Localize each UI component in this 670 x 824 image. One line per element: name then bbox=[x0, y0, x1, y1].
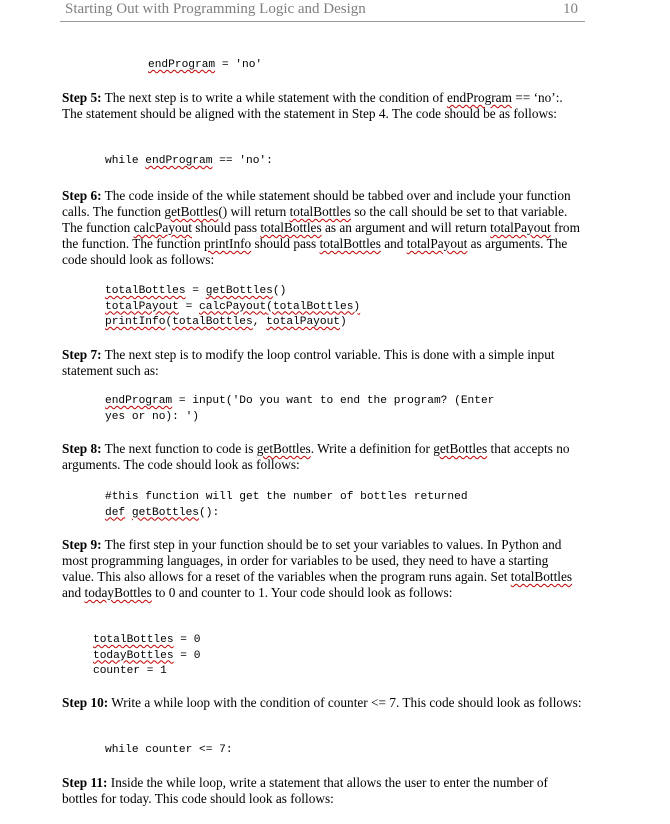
code-variable-init bbox=[93, 633, 200, 680]
step-label: Step 11: bbox=[62, 775, 108, 790]
step-label: Step 10: bbox=[62, 695, 109, 710]
spellcheck-word: endProgram bbox=[446, 90, 512, 105]
step-text: The next step is to modify the loop control variable. This is done with a simple input statement such as: bbox=[62, 347, 555, 378]
code-var: endProgram bbox=[148, 59, 216, 71]
code-text: == 'no': bbox=[212, 155, 273, 167]
code-text: while bbox=[105, 155, 146, 167]
code-line bbox=[105, 506, 468, 522]
code-while-counter: while counter <= 7: bbox=[105, 744, 233, 756]
step-text: so the call should be set to that variable. The function bbox=[62, 204, 568, 235]
code-while-endprogram bbox=[105, 154, 273, 170]
code-var: endProgram bbox=[145, 155, 213, 167]
code-var: calcPayout bbox=[199, 300, 267, 313]
spellcheck-word: todayBottles bbox=[84, 585, 152, 600]
step-text: as arguments. The code should look as follows: bbox=[62, 236, 568, 267]
step-8 bbox=[62, 441, 582, 473]
spellcheck-word: calcPayout bbox=[133, 220, 192, 235]
code-text: = 'no' bbox=[215, 59, 263, 71]
step-text: == ‘no’:. The statement should be aligned with the statement in Step 4. The code should be as follows: bbox=[62, 90, 563, 121]
step-6 bbox=[62, 188, 582, 268]
code-text: = bbox=[178, 300, 200, 313]
code-var: todayBottles bbox=[93, 649, 174, 662]
step-label: Step 6: bbox=[62, 188, 102, 203]
spellcheck-word: getBottles bbox=[164, 204, 219, 219]
code-text: = 0 bbox=[173, 634, 201, 646]
spellcheck-word: totalBottles bbox=[260, 220, 322, 235]
step-label: Step 9: bbox=[62, 537, 102, 552]
code-input bbox=[105, 394, 494, 425]
code-line bbox=[105, 394, 494, 410]
step-text: The next function to code is bbox=[101, 441, 257, 456]
step-11 bbox=[62, 775, 582, 807]
spellcheck-word: totalBottles bbox=[319, 236, 381, 251]
code-function-calls bbox=[105, 284, 360, 331]
spellcheck-word: totalBottles bbox=[289, 204, 351, 219]
code-text: ) bbox=[340, 316, 347, 328]
spellcheck-word: totalPayout bbox=[406, 236, 468, 251]
step-text: from the function. The function bbox=[62, 220, 580, 251]
step-text: () will return bbox=[218, 204, 290, 219]
code-line: yes or no): ') bbox=[105, 410, 199, 423]
spellcheck-word: getBottles bbox=[433, 441, 488, 456]
code-text: = 0 bbox=[173, 649, 201, 662]
step-text: and bbox=[380, 236, 407, 251]
spellcheck-word: totalBottles bbox=[510, 569, 573, 584]
step-text: The first step in your function should be to set your variables to values. In Python and most programming languages, in order for variables to be used, they need to have a starting value. This also allows for a reset of the variables when the program runs again. Set bbox=[62, 537, 562, 584]
code-text bbox=[125, 507, 132, 519]
step-text: and bbox=[62, 585, 85, 600]
code-var: endProgram bbox=[105, 395, 173, 407]
code-var: totalBottles bbox=[172, 316, 253, 328]
step-label: Step 8: bbox=[62, 441, 102, 456]
header-title: Starting Out with Programming Logic and Design bbox=[65, 1, 366, 17]
code-line bbox=[105, 284, 360, 300]
code-text: = bbox=[185, 285, 206, 297]
step-label: Step 5: bbox=[62, 90, 102, 105]
step-label: Step 7: bbox=[62, 347, 102, 362]
code-comment: #this function will get the number of bottles returned bbox=[105, 491, 468, 503]
spellcheck-word: getBottles bbox=[256, 441, 311, 456]
code-endprogram-init bbox=[148, 58, 262, 74]
step-text: The next step is to write a while statement with the condition of bbox=[101, 90, 447, 105]
code-text: , bbox=[252, 316, 267, 328]
step-text: to 0 and counter to 1. Your code should look as follows: bbox=[151, 585, 453, 600]
code-var: totalPayout bbox=[105, 300, 179, 313]
code-line bbox=[105, 300, 360, 316]
code-text: (): bbox=[199, 506, 220, 519]
code-text: (totalBottles) bbox=[266, 300, 361, 313]
step-7 bbox=[62, 347, 582, 379]
code-text: () bbox=[272, 285, 287, 297]
step-text: The code inside of the while statement should be tabbed over and include your function calls. The function bbox=[62, 188, 571, 219]
step-5 bbox=[62, 90, 582, 122]
code-text: ( bbox=[165, 316, 173, 328]
page-number: 10 bbox=[563, 1, 578, 17]
code-var: totalPayout bbox=[266, 316, 341, 328]
code-line bbox=[93, 649, 200, 665]
step-text: should pass bbox=[251, 236, 320, 251]
code-text: = input('Do you want to end the program? (Enter bbox=[172, 395, 495, 407]
step-10 bbox=[62, 695, 582, 711]
code-keyword: def bbox=[105, 506, 126, 519]
spellcheck-word: printInfo bbox=[203, 236, 252, 251]
code-var: totalBottles bbox=[93, 634, 174, 646]
header-rule bbox=[60, 21, 585, 22]
code-line bbox=[93, 633, 200, 649]
spellcheck-word: totalPayout bbox=[490, 220, 551, 235]
step-text: as an argument and will return bbox=[321, 220, 491, 235]
code-var: printInfo bbox=[105, 316, 166, 328]
step-text: should pass bbox=[191, 220, 261, 235]
step-text: . Write a definition for bbox=[310, 441, 434, 456]
page-header bbox=[0, 0, 670, 22]
code-var: totalBottles bbox=[105, 285, 186, 297]
code-var: getBottles bbox=[205, 285, 273, 297]
step-text: Inside the while loop, write a statement that allows the user to enter the number of bottles for today. This code should look as follows: bbox=[62, 775, 548, 806]
step-text: Write a while loop with the condition of counter <= 7. This code should look as follows: bbox=[108, 695, 582, 710]
code-def bbox=[105, 490, 468, 521]
code-line: counter = 1 bbox=[93, 665, 167, 677]
code-line bbox=[105, 315, 360, 331]
code-var: getBottles bbox=[131, 506, 200, 519]
step-9 bbox=[62, 537, 582, 601]
step-text: that accepts no arguments. The code should look as follows: bbox=[62, 441, 570, 472]
